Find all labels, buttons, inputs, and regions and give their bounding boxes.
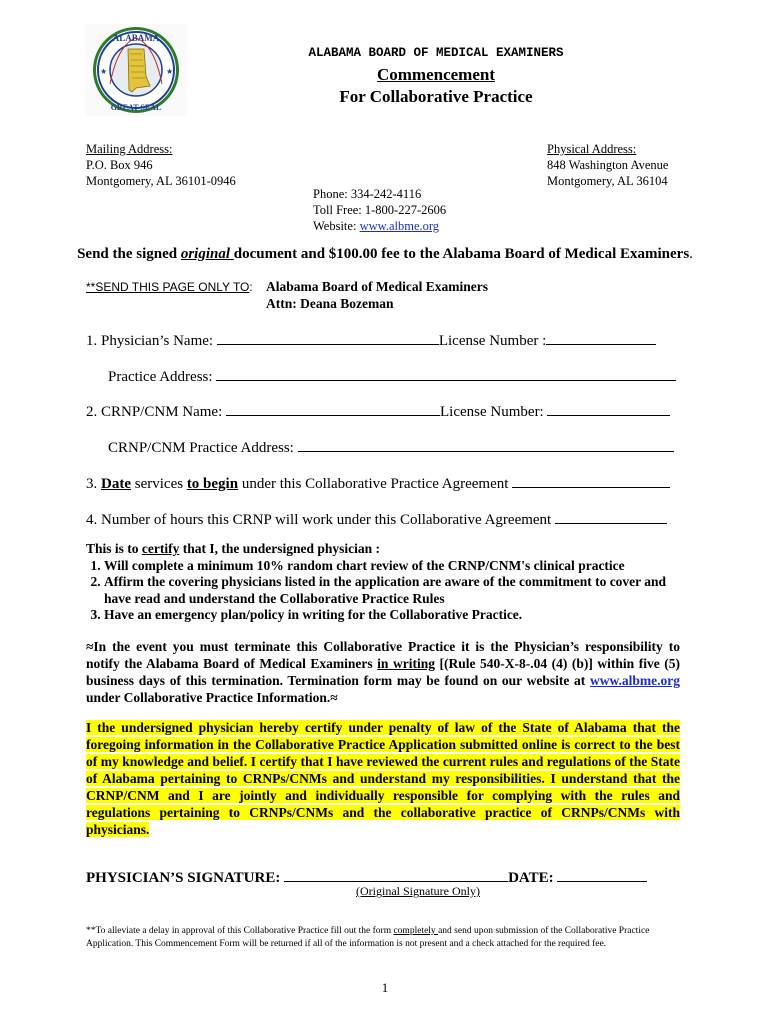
certify-intro-a: This is to (86, 541, 142, 556)
termination-text-b: [(Rule 540-X-8-.04 (4) (b)] within five (5) business days of this termination. Termination form may be found on our website at (86, 656, 680, 688)
crnp-practice-address-label: CRNP/CNM Practice Address: (108, 440, 298, 456)
certification-list (86, 558, 686, 624)
website-link[interactable]: www.albme.org (359, 219, 440, 233)
send-only-label (86, 280, 253, 294)
send-prefix: Send the signed (77, 246, 181, 262)
contact-info (313, 186, 446, 234)
footnote-text-a: **To alleviate a delay in approval of this Collaborative Practice fill out the form (86, 926, 394, 936)
footnote-text-b: and send upon submission of the Collaborative Practice Application. This Commencement Form will be returned if all of the information is not present and a check attached for the required fee. (86, 926, 650, 949)
hours-row (86, 509, 667, 529)
start-date-mid: services (131, 476, 187, 492)
send-to-line2: Attn: Deana Bozeman (266, 296, 394, 311)
start-date-row (86, 473, 670, 493)
mailing-address-line1: P.O. Box 946 (86, 158, 153, 172)
physical-address-line2: Montgomery, AL 36104 (547, 174, 668, 188)
attestation-text: I the undersigned physician hereby certify under penalty of law of the State of Alabama that the foregoing information in the Collaborative Practice Application submitted online is correct to the best of my knowledge and belief. I certify that I have reviewed the current rules and regulations of the State of Alabama pertaining to CRNPs/CNMs and understand my responsibilities. I understand that the CRNP/CNM and I are jointly and individually responsible for complying with the rules and regulations pertaining to CRNPs/CNMs and the collaborative practice of CRNPs/CNMs with physicians. (86, 720, 680, 837)
physical-address (547, 141, 668, 189)
termination-notice (86, 638, 680, 706)
physical-address-line1: 848 Washington Avenue (547, 158, 669, 172)
signature-note: (Original Signature Only) (356, 884, 480, 898)
signature-date-field[interactable] (557, 867, 647, 882)
footnote (86, 925, 686, 951)
form-subtitle: For Collaborative Practice (339, 87, 533, 106)
svg-text:GREAT SEAL: GREAT SEAL (110, 103, 162, 112)
signature-label: PHYSICIAN’S SIGNATURE: (86, 870, 285, 886)
termination-in-writing: in writing (377, 656, 435, 671)
mailing-address-line2: Montgomery, AL 36101-0946 (86, 174, 236, 188)
certification-item: 3. Have an emergency plan/policy in writing for the Collaborative Practice. (104, 607, 686, 624)
physician-license-label: License Number : (438, 333, 547, 349)
certification-intro (86, 541, 686, 558)
physician-license-field[interactable] (546, 330, 656, 345)
crnp-license-label: License Number: (440, 404, 548, 420)
crnp-name-label: 2. CRNP/CNM Name: (86, 404, 227, 420)
termination-text-a: ≈In the event you must terminate this Collaborative Practice it is the Physician’s responsibility to notify the Alabama Board of Medical Examiners (86, 639, 680, 671)
svg-text:★: ★ (166, 67, 174, 76)
practice-address-row (108, 366, 676, 386)
practice-address-field[interactable] (216, 366, 676, 381)
certify-intro-b: that I, the undersigned physician : (179, 541, 381, 556)
svg-text:★: ★ (100, 67, 108, 76)
send-only-colon: : (249, 280, 253, 294)
send-original: original (180, 246, 234, 262)
certification-item: 1. Will complete a minimum 10% random chart review of the CRNP/CNM's clinical practice (104, 558, 686, 575)
send-suffix: document and $100.00 fee to the Alabama Board of Medical Examiners (233, 246, 690, 262)
certification-item: 2. Affirm the covering physicians listed in the application are aware of the commitment to cover and have read and understand the Collaborative Practice Rules (104, 574, 686, 607)
crnp-name-row (86, 401, 670, 421)
certification-block (86, 541, 686, 624)
mailing-address (86, 141, 236, 189)
svg-text:ALABAMA: ALABAMA (112, 33, 160, 43)
start-date-number: 3. (86, 476, 101, 492)
crnp-practice-address-row (108, 437, 674, 457)
start-date-begin: to begin (186, 476, 239, 492)
physician-name-row (86, 330, 656, 350)
termination-website-link[interactable]: www.albme.org (590, 673, 680, 688)
practice-address-label: Practice Address: (108, 369, 217, 385)
physical-address-label: Physical Address: (547, 142, 637, 156)
toll-free: Toll Free: 1-800-227-2606 (313, 203, 447, 217)
send-instruction (0, 246, 770, 263)
website-line (313, 218, 446, 234)
website-prefix: Website: (313, 219, 360, 233)
physician-name-label: 1. Physician’s Name: (86, 333, 217, 349)
send-period: . (689, 246, 693, 262)
send-to-line1: Alabama Board of Medical Examiners (266, 279, 488, 294)
physician-name-field[interactable] (217, 330, 439, 345)
start-date-rest: under this Collaborative Practice Agreement (238, 476, 513, 492)
hours-field[interactable] (555, 509, 667, 524)
hours-label: 4. Number of hours this CRNP will work under this Collaborative Agreement (86, 512, 555, 528)
signature-field[interactable] (284, 867, 508, 882)
crnp-practice-address-field[interactable] (298, 437, 674, 452)
crnp-name-field[interactable] (226, 401, 440, 416)
signature-date-label: DATE: (508, 870, 558, 886)
footnote-completely: completely (393, 926, 439, 936)
mailing-address-label: Mailing Address: (86, 142, 173, 156)
page-number: 1 (381, 980, 389, 995)
start-date-field[interactable] (512, 473, 670, 488)
crnp-license-field[interactable] (547, 401, 670, 416)
start-date-word: Date (101, 476, 131, 492)
certify-word: certify (141, 541, 180, 556)
attestation-paragraph (86, 719, 680, 838)
phone: Phone: 334-242-4116 (313, 187, 422, 201)
form-title: Commencement (376, 65, 495, 84)
board-name: ALABAMA BOARD OF MEDICAL EXAMINERS (308, 46, 564, 60)
send-only-text: **SEND THIS PAGE ONLY TO (86, 280, 250, 294)
termination-text-c: under Collaborative Practice Information.≈ (86, 690, 338, 705)
